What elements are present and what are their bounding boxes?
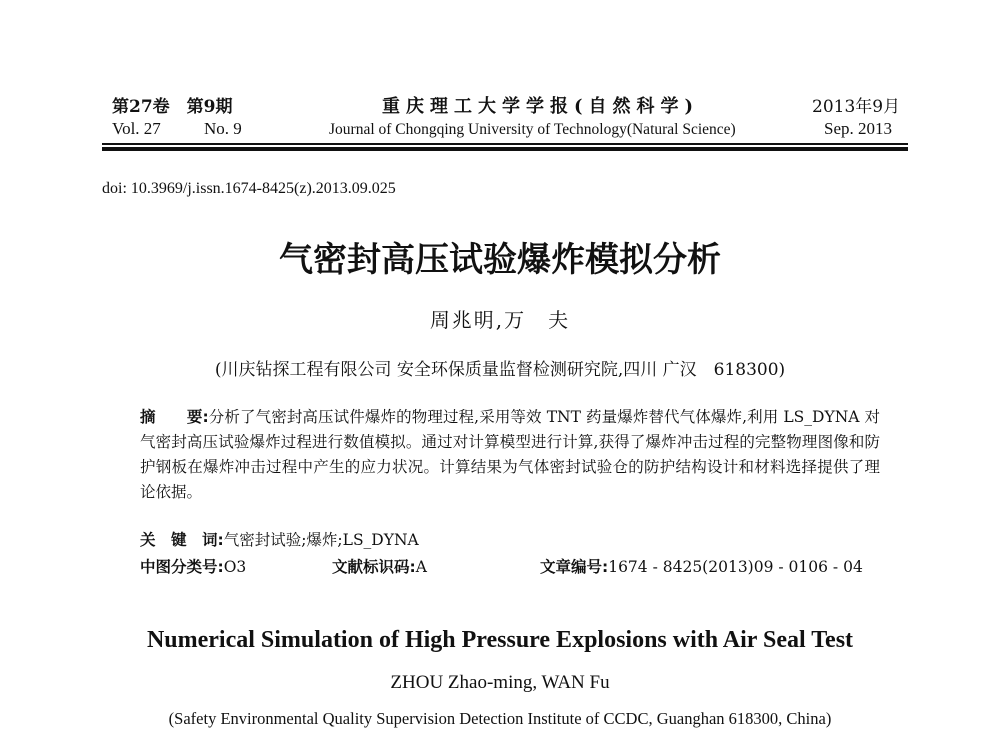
doc-code-value: A [415, 558, 427, 576]
title-en: Numerical Simulation of High Pressure Explosions with Air Seal Test [146, 627, 854, 653]
article-number-value: 1674 - 8425(2013)09 - 0106 - 04 [608, 558, 863, 576]
publication-date-en: Sep. 2013 [824, 119, 892, 138]
article-number-label: 文章编号: [540, 558, 609, 576]
abstract-text: 分析了气密封高压试件爆炸的物理过程,采用等效 TNT 药量爆炸替代气体爆炸,利用 LS_DYNA 对气密封高压试验爆炸过程进行数值模拟。通过对计算模型进行计算,获得了爆炸冲击过程的完整物理图像和防护钢板在爆炸冲击过程中产生的应力状况。计算结果为气体密封试验仓的防护结构设计和材料选择提供了理论依据。 [140, 408, 880, 501]
authors-cn: 周兆明,万 夫 [429, 308, 571, 332]
clc-number [140, 555, 246, 577]
publication-date-cn: 2013年9月 [812, 97, 901, 117]
title-cn: 气密封高压试验爆炸模拟分析 [279, 240, 721, 280]
volume-issue-cn: 第27卷 第9期 [112, 97, 233, 117]
keywords-text: 气密封试验;爆炸;LS_DYNA [223, 531, 419, 549]
document-code [332, 555, 427, 577]
journal-name-en: Journal of Chongqing University of Technology(Natural Science) [329, 121, 736, 138]
clc-value: O3 [223, 558, 247, 576]
journal-name-cn: 重庆理工大学学报(自然科学) [382, 96, 700, 117]
abstract [140, 405, 880, 505]
issue-en: No. 9 [204, 119, 242, 138]
affiliation-en: (Safety Environmental Quality Supervision Detection Institute of CCDC, Guanghan 618300, China) [168, 709, 832, 728]
clc-label: 中图分类号: [140, 558, 224, 576]
keywords [140, 528, 419, 550]
abstract-label: 摘 要: [140, 408, 209, 426]
keywords-label: 关 键 词: [140, 531, 224, 549]
volume-en: Vol. 27 [112, 119, 161, 138]
affiliation-cn: (川庆钻探工程有限公司 安全环保质量监督检测研究院,四川 广汉 618300) [214, 360, 786, 380]
doi: doi: 10.3969/j.issn.1674-8425(z).2013.09.025 [102, 180, 396, 197]
article-number [540, 555, 863, 577]
authors-en: ZHOU Zhao-ming, WAN Fu [390, 672, 610, 693]
doc-code-label: 文献标识码: [332, 558, 416, 576]
header-rule-thin [102, 143, 908, 145]
header-rule-thick [102, 147, 908, 151]
